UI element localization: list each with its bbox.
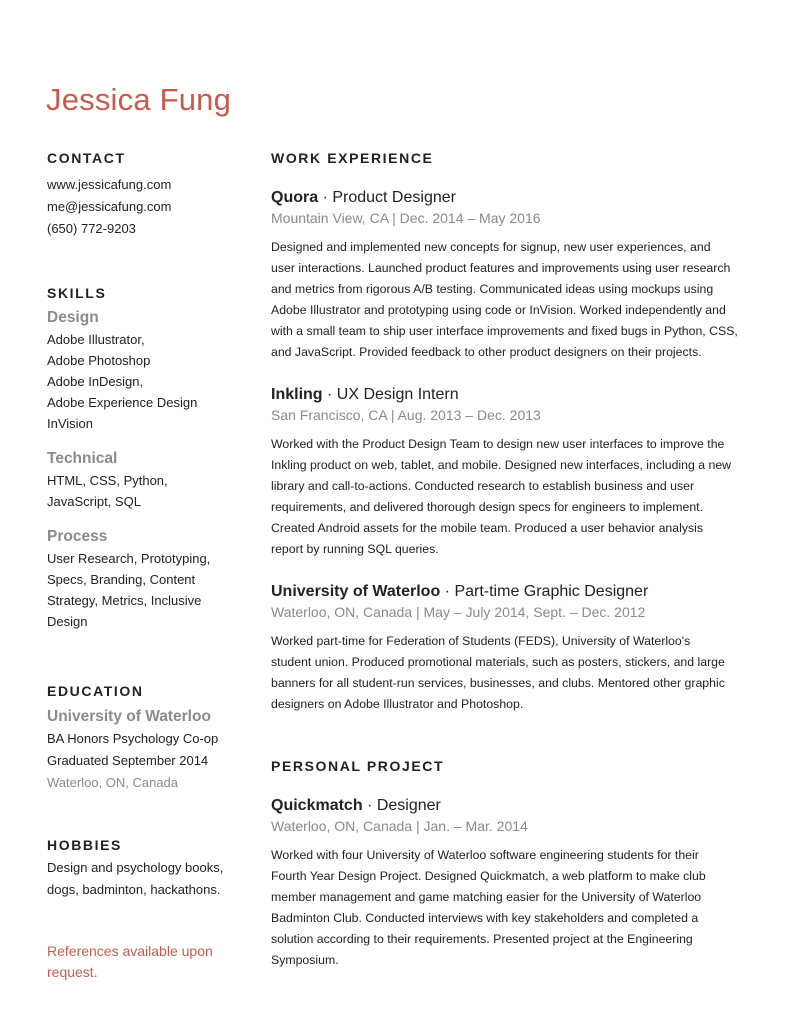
education-heading: EDUCATION [47, 683, 144, 699]
job-meta: San Francisco, CA | Aug. 2013 – Dec. 2013 [271, 407, 541, 423]
skill-item: Adobe Photoshop [47, 353, 151, 368]
references-note [47, 941, 247, 983]
project-desc-line: member management and game matching easier for the University of Waterloo [271, 890, 702, 904]
skills-section [47, 285, 247, 632]
contact-heading: CONTACT [47, 150, 126, 166]
job-role: · Product Designer [318, 189, 456, 206]
job-entry-quora [271, 188, 771, 363]
job-title [271, 188, 771, 208]
skill-group-technical [47, 448, 247, 512]
skill-item: User Research, Prototyping, [47, 551, 211, 566]
job-desc-line: Worked with the Product Design Team to design new user interfaces to improve the [271, 437, 725, 451]
job-description [271, 237, 771, 363]
resume-name: Jessica Fung [46, 82, 232, 117]
project-title [271, 796, 771, 816]
job-entry-waterloo [271, 582, 771, 715]
job-company: Quora [271, 189, 319, 206]
skill-item: JavaScript, SQL [47, 494, 141, 509]
job-desc-line: with a small team to ship user interface improvements and fixed bugs in Python, CSS, [271, 324, 738, 338]
job-desc-line: library and call-to-actions. Conducted research to establish business and user [271, 479, 695, 493]
job-title [271, 582, 771, 602]
contact-section [47, 150, 247, 240]
skill-item: Design [47, 614, 88, 629]
education-degree: BA Honors Psychology Co-op [47, 731, 219, 746]
job-role: · UX Design Intern [322, 386, 459, 403]
job-desc-line: and JavaScript. Provided feedback to other product designers on their projects. [271, 345, 702, 359]
hobbies-line: dogs, badminton, hackathons. [47, 882, 221, 897]
work-heading: WORK EXPERIENCE [271, 150, 434, 166]
job-desc-line: designers on Adobe Illustrator and Photoshop. [271, 697, 524, 711]
project-name: Quickmatch [271, 797, 363, 814]
job-company: University of Waterloo [271, 583, 441, 600]
skill-item: Adobe Illustrator, [47, 332, 145, 347]
project-meta: Waterloo, ON, Canada | Jan. – Mar. 2014 [271, 818, 528, 834]
skill-group-design [47, 307, 247, 434]
job-desc-line: banners for all student-run services, businesses, and clubs. Mentored other graphic [271, 676, 725, 690]
job-meta: Waterloo, ON, Canada | May – July 2014, Sept. – Dec. 2012 [271, 604, 646, 620]
project-desc-line: solution according to their requirements. Presented project at the Engineering [271, 932, 693, 946]
project-desc-line: Worked with four University of Waterloo software engineering students for their [271, 848, 699, 862]
job-description [271, 631, 771, 715]
job-desc-line: user interactions. Launched product features and improvements using user research [271, 261, 731, 275]
job-description [271, 434, 771, 560]
job-role: · Part-time Graphic Designer [440, 583, 649, 600]
skill-group-title: Design [47, 309, 99, 326]
education-school: University of Waterloo [47, 708, 211, 725]
project-desc-line: Symposium. [271, 953, 339, 967]
project-desc-line: Fourth Year Design Project. Designed Quickmatch, a web platform to make club [271, 869, 706, 883]
job-meta: Mountain View, CA | Dec. 2014 – May 2016 [271, 210, 541, 226]
job-desc-line: Inkling product on web, tablet, and mobile. Designed new interfaces, including a new [271, 458, 732, 472]
skill-item: Adobe Experience Design [47, 395, 198, 410]
hobbies-section [47, 837, 247, 901]
project-description [271, 845, 771, 971]
job-desc-line: report by running SQL queries. [271, 542, 439, 556]
contact-email[interactable]: me@jessicafung.com [47, 199, 172, 214]
job-desc-line: Created Android assets for the mobile team. Produced a user behavior analysis [271, 521, 703, 535]
skill-group-process [47, 526, 247, 632]
skill-item: HTML, CSS, Python, [47, 473, 168, 488]
project-desc-line: Badminton Club. Conducted interviews with key stakeholders and completed a [271, 911, 699, 925]
project-heading: PERSONAL PROJECT [271, 758, 445, 774]
education-graduated: Graduated September 2014 [47, 753, 209, 768]
contact-website[interactable]: www.jessicafung.com [47, 177, 172, 192]
skill-item: InVision [47, 416, 94, 431]
job-desc-line: and metrics from rigorous A/B testing. Communicated ideas using mockups using [271, 282, 714, 296]
project-role: · Designer [362, 797, 441, 814]
job-desc-line: Worked part-time for Federation of Students (FEDS), University of Waterloo's [271, 634, 691, 648]
job-desc-line: Designed and implemented new concepts for signup, new user experiences, and [271, 240, 711, 254]
skills-heading: SKILLS [47, 285, 107, 301]
skill-item: Adobe InDesign, [47, 374, 144, 389]
education-section [47, 683, 247, 794]
job-entry-inkling [271, 385, 771, 560]
skill-group-title: Technical [47, 450, 118, 467]
project-entry-quickmatch [271, 796, 771, 971]
references-line: References available upon [47, 943, 213, 959]
contact-phone: (650) 772-9203 [47, 221, 136, 236]
job-desc-line: requirements, and delivered thorough design specs for engineers to implement. [271, 500, 704, 514]
skill-item: Specs, Branding, Content [47, 572, 196, 587]
hobbies-line: Design and psychology books, [47, 860, 224, 875]
job-desc-line: Adobe Illustrator and prototyping using code or InVision. Worked independently and [271, 303, 726, 317]
job-desc-line: student union. Produced promotional materials, such as posters, stickers, and large [271, 655, 725, 669]
job-company: Inkling [271, 386, 323, 403]
skill-group-title: Process [47, 528, 108, 545]
education-location: Waterloo, ON, Canada [47, 775, 179, 790]
skill-item: Strategy, Metrics, Inclusive [47, 593, 202, 608]
job-title [271, 385, 771, 405]
references-line: request. [47, 964, 98, 980]
hobbies-heading: HOBBIES [47, 837, 122, 853]
